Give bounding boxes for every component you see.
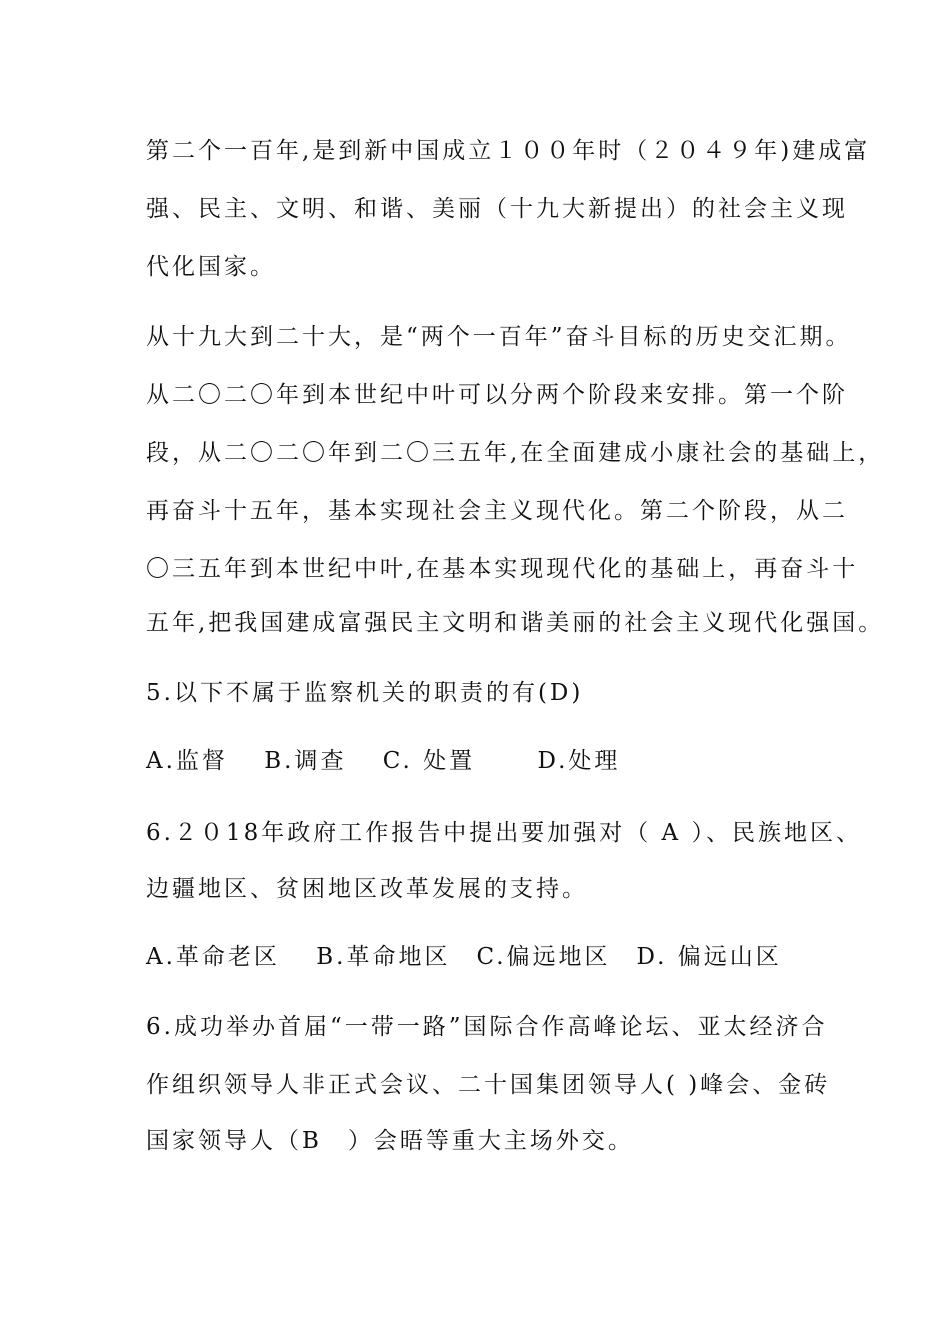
text-line: 从二〇二〇年到本世纪中叶可以分两个阶段来安排。第一个阶 [146,382,848,408]
question-stem: 国家领导人（B ）会晤等重大主场外交。 [146,1128,634,1154]
text-line: 代化国家。 [146,254,276,280]
question-stem: 边疆地区、贫困地区改革发展的支持。 [146,876,588,902]
question-stem: 6.成功举办首届“一带一路”国际合作高峰论坛、亚太经济合 [146,1014,828,1040]
text-line: 再奋斗十五年，基本实现社会主义现代化。第二个阶段，从二 [146,498,848,524]
text-line: 〇三五年到本世纪中叶,在基本实现现代化的基础上，再奋斗十 [146,556,859,582]
text-line: 五年,把我国建成富强民主文明和谐美丽的社会主义现代化强国。 [146,610,885,636]
question-stem: 作组织领导人非正式会议、二十国集团领导人( )峰会、金砖 [146,1072,831,1098]
text-line: 从十九大到二十大，是“两个一百年”奋斗目标的历史交汇期。 [146,324,852,350]
question-stem: 6.２０18年政府工作报告中提出要加强对（ A ）、民族地区、 [146,820,862,846]
question-stem: 5.以下不属于监察机关的职责的有(D) [146,680,584,706]
text-line: 段，从二〇二〇年到二〇三五年,在全面建成小康社会的基础上， [146,440,885,466]
text-line: 强、民主、文明、和谐、美丽（十九大新提出）的社会主义现 [146,196,848,222]
answer-options: A.革命老区 B.革命地区 C.偏远地区 D. 偏远山区 [146,944,782,970]
answer-options: A.监督 B.调查 C. 处置 D.处理 [146,748,621,774]
text-line: 第二个一百年,是到新中国成立１００年时（２０４９年)建成富 [146,138,871,164]
